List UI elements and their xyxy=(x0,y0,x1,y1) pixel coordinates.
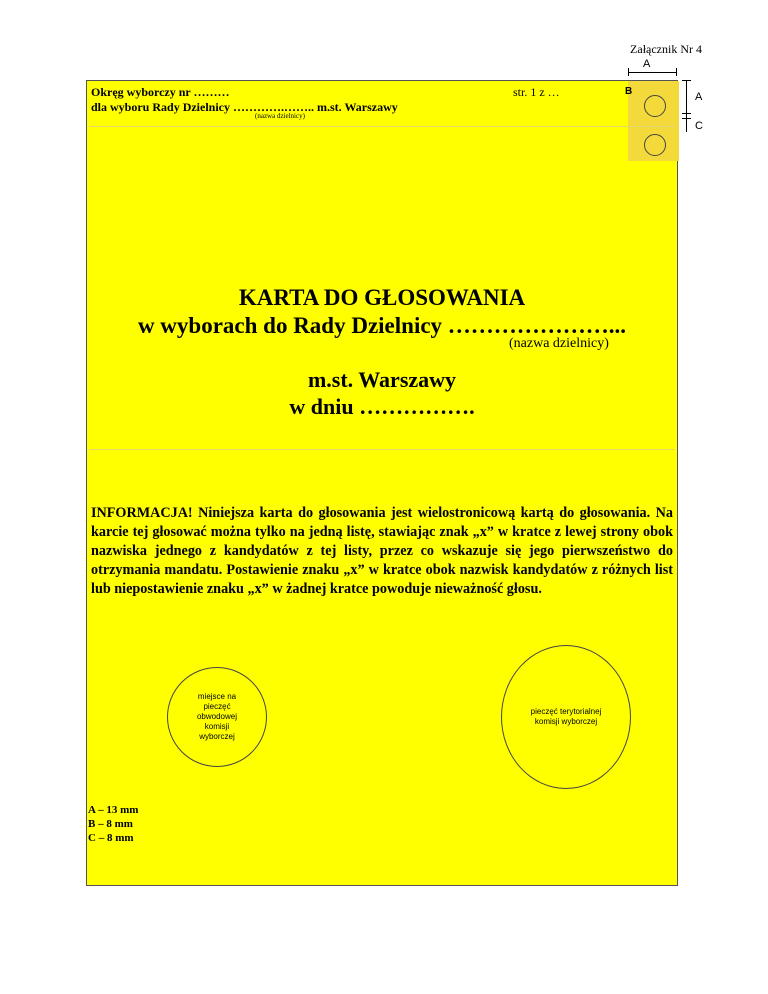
dimension-a-side-label: A xyxy=(695,91,703,103)
ballot-sheet xyxy=(86,80,678,886)
dimension-vertical-line xyxy=(686,80,687,132)
city-date-block xyxy=(87,366,677,420)
legend-a: A – 13 mm xyxy=(88,804,139,816)
dimension-a-tick-right xyxy=(676,68,677,76)
legend-b: B – 8 mm xyxy=(88,818,133,830)
dimension-b-label: B xyxy=(625,86,633,97)
district-number-line: Okręg wyborczy nr ……… xyxy=(91,85,230,99)
information-paragraph: INFORMACJA! Niniejsza karta do głosowania jest wielostronicową kartą do głosowania. Na karcie tej głosować można tylko na jedną listę, stawiając znak „x” w kratce z lewej strony obok nazwiska jednego z kandydatów z tej listy, przez co wskazuje się jego pierwszeństwo do otrzymania mandatu. Postawienie znaku „x” w kratce obok nazwisk kandydatów z różnych list lub niepostawienie znaku „x” w żadnej kratce powoduje nieważność głosu. xyxy=(91,505,673,597)
territorial-commission-stamp-circle xyxy=(501,645,631,789)
election-line: dla wyboru Rady Dzielnicy ………….…….. m.st. Warszawy xyxy=(91,100,398,114)
ballot-title xyxy=(87,284,677,340)
legend-c: C – 8 mm xyxy=(88,832,134,844)
page-number: str. 1 z … xyxy=(513,85,560,99)
dimension-tick xyxy=(682,113,691,114)
district-commission-stamp-circle xyxy=(167,667,267,767)
election-date: w dniu ……………. xyxy=(289,394,475,419)
binding-hole xyxy=(644,95,666,117)
dimension-a-line xyxy=(628,72,676,73)
dimension-legend xyxy=(88,803,138,845)
dimension-tick xyxy=(682,118,691,119)
district-commission-stamp-text: miejsce na pieczęć obwodowej komisji wyborczej xyxy=(196,692,238,741)
dimension-a-tick-left xyxy=(628,68,629,76)
divider xyxy=(89,449,675,450)
city-name: m.st. Warszawy xyxy=(307,367,457,392)
dimension-a-top-label: A xyxy=(643,58,651,70)
binding-hole-strip xyxy=(628,81,679,161)
ballot-title-line1: KARTA DO GŁOSOWANIA xyxy=(238,285,526,310)
divider xyxy=(89,126,675,127)
attachment-label: Załącznik Nr 4 xyxy=(630,42,702,56)
title-district-note: (nazwa dzielnicy) xyxy=(509,336,609,351)
territorial-commission-stamp-text: pieczęć terytorialnej komisji wyborczej xyxy=(530,707,602,726)
dimension-c-label: C xyxy=(695,120,703,132)
ballot-title-line2: w wyborach do Rady Dzielnicy …………………... xyxy=(137,313,627,338)
dimension-tick xyxy=(682,80,691,81)
district-name-note: (nazwa dzielnicy) xyxy=(255,112,305,120)
binding-hole xyxy=(644,134,666,156)
